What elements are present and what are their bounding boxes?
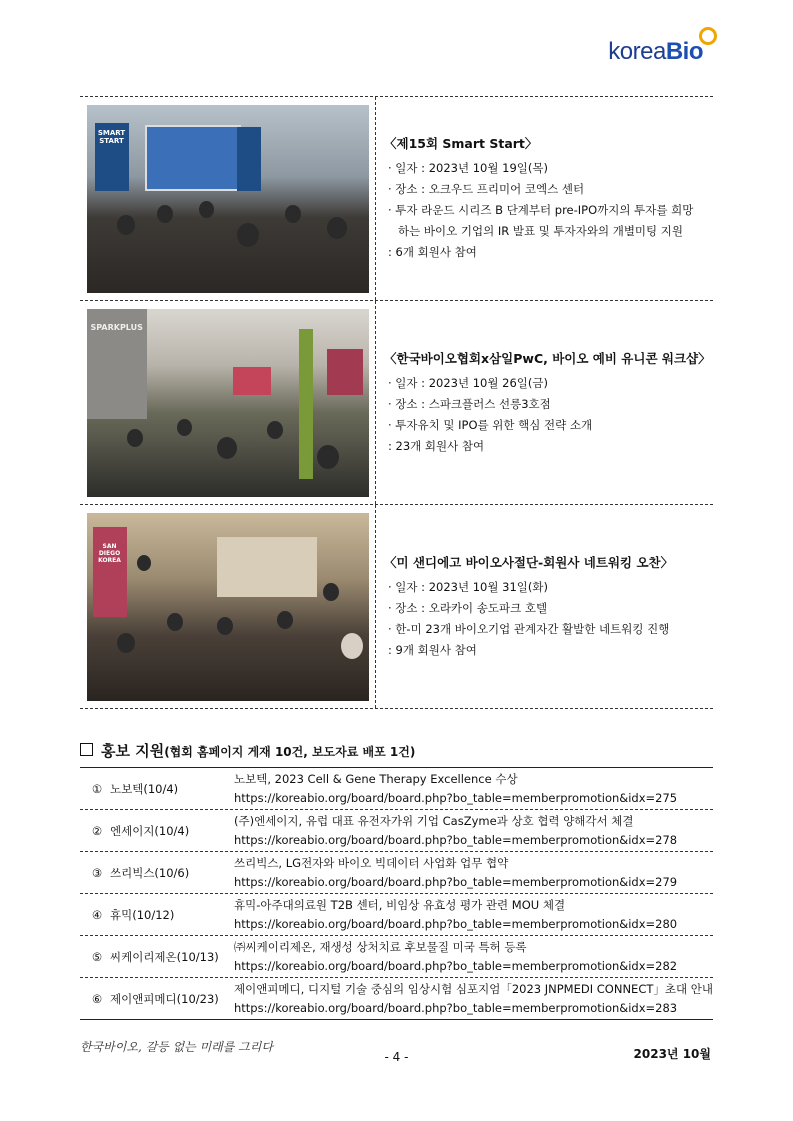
event-venue: · 장소 : 오라카이 송도파크 호텔: [388, 600, 548, 615]
promo-url-link[interactable]: https://koreabio.org/board/board.php?bo_table=memberpromotion&idx=278: [234, 832, 678, 847]
company-name: 쓰리빅스(10/6): [110, 865, 190, 880]
event-desc: · 한-미 23개 바이오기업 관계자간 활발한 네트워킹 진행: [388, 621, 670, 636]
event-row: [80, 301, 713, 505]
event-photo-smart-start: [87, 105, 369, 293]
company-name: 씨케이리제온(10/13): [110, 949, 219, 964]
row-number: ①: [91, 781, 103, 796]
event-participants: : 6개 회원사 참여: [388, 245, 477, 259]
promo-url-link[interactable]: https://koreabio.org/board/board.php?bo_table=memberpromotion&idx=279: [234, 874, 678, 889]
promo-company-cell: [80, 768, 234, 809]
photo-cell: [80, 301, 376, 504]
page-number: - 4 -: [384, 1050, 409, 1064]
event-desc-cont: 하는 바이오 기업의 IR 발표 및 투자자와의 개별미팅 지원: [398, 224, 684, 238]
row-number: ⑤: [91, 949, 103, 964]
promo-content-cell: [234, 978, 713, 1019]
promo-content-cell: [234, 768, 713, 809]
promo-table: [80, 767, 713, 1020]
promo-company-cell: [80, 894, 234, 935]
banner-text: SMART START: [95, 123, 129, 191]
event-desc: · 투자 라운드 시리즈 B 단계부터 pre-IPO까지의 투자를 희망: [388, 203, 694, 217]
event-participants: : 9개 회원사 참여: [388, 642, 477, 657]
event-details: [376, 97, 713, 300]
event-date: · 일자 : 2023년 10월 26일(금): [388, 375, 548, 390]
sign-text: SPARKPLUS: [87, 309, 147, 419]
table-row: [80, 768, 713, 810]
event-details: [376, 505, 713, 708]
event-date: · 일자 : 2023년 10월 31일(화): [388, 579, 548, 594]
photo-cell: [80, 97, 376, 300]
promo-desc: ㈜씨케이리제온, 재생성 상처치료 후보물질 미국 특허 등록: [234, 939, 527, 954]
company-name: 휴믹(10/12): [110, 907, 175, 922]
table-row: [80, 894, 713, 936]
promo-url-link[interactable]: https://koreabio.org/board/board.php?bo_table=memberpromotion&idx=275: [234, 790, 678, 805]
event-row: [80, 97, 713, 301]
table-row: [80, 936, 713, 978]
row-number: ②: [91, 823, 103, 838]
event-row: [80, 505, 713, 709]
promo-desc: (주)엔세이지, 유럽 대표 유전자가위 기업 CasZyme과 상호 협력 양해각서 체결: [234, 813, 634, 828]
event-photo-workshop: [87, 309, 369, 497]
row-number: ③: [91, 865, 103, 880]
event-table: [80, 96, 713, 709]
event-title: 〈한국바이오협회x삼일PwC, 바이오 예비 유니콘 워크샵〉: [384, 350, 711, 366]
banner-text: SAN DIEGO KOREA: [93, 527, 127, 617]
event-desc: · 투자유치 및 IPO를 위한 핵심 전략 소개: [388, 417, 593, 432]
event-title: 〈미 샌디에고 바이오사절단-회원사 네트워킹 오찬〉: [384, 554, 674, 570]
table-row: [80, 852, 713, 894]
promo-url-link[interactable]: https://koreabio.org/board/board.php?bo_table=memberpromotion&idx=280: [234, 916, 678, 931]
company-name: 엔세이지(10/4): [110, 823, 190, 838]
promo-content-cell: [234, 894, 713, 935]
event-photo-networking: [87, 513, 369, 701]
promo-content-cell: [234, 810, 713, 851]
company-name: 노보텍(10/4): [110, 781, 179, 796]
section-title: 홍보 지원: [101, 742, 165, 760]
footer-signature: 한국바이오, 갈등 없는 미래를 그리다: [80, 1040, 273, 1054]
promo-url-link[interactable]: https://koreabio.org/board/board.php?bo_table=memberpromotion&idx=283: [234, 1000, 678, 1015]
event-venue: · 장소 : 오크우드 프리미어 코엑스 센터: [388, 182, 585, 196]
company-name: 제이앤피메디(10/23): [110, 991, 219, 1006]
event-title: 〈제15회 Smart Start〉: [384, 136, 538, 151]
photo-cell: [80, 505, 376, 708]
event-participants: : 23개 회원사 참여: [388, 438, 485, 453]
event-details: [376, 301, 713, 504]
table-row: [80, 810, 713, 852]
row-number: ⑥: [91, 991, 103, 1006]
section-heading: [80, 740, 415, 761]
event-date: · 일자 : 2023년 10월 19일(목): [388, 161, 548, 175]
promo-url-link[interactable]: https://koreabio.org/board/board.php?bo_table=memberpromotion&idx=282: [234, 958, 678, 973]
checkbox-square-icon: [80, 743, 93, 756]
promo-desc: 노보텍, 2023 Cell & Gene Therapy Excellence 수상: [234, 771, 518, 786]
footer-date: 2023년 10월: [633, 1047, 711, 1061]
promo-company-cell: [80, 810, 234, 851]
promo-desc: 제이앤피메디, 디지털 기술 중심의 임상시험 심포지엄「2023 JNPMEDI CONNECT」초대 안내: [234, 981, 713, 996]
promo-company-cell: [80, 936, 234, 977]
koreabio-logo: koreaBio: [608, 38, 721, 66]
promo-company-cell: [80, 852, 234, 893]
logo-ring-icon: [699, 27, 717, 45]
row-number: ④: [91, 907, 103, 922]
promo-desc: 휴믹-아주대의료원 T2B 센터, 비임상 유효성 평가 관련 MOU 체결: [234, 897, 566, 912]
event-venue: · 장소 : 스파크플러스 선릉3호점: [388, 396, 551, 411]
promo-company-cell: [80, 978, 234, 1019]
promo-content-cell: [234, 852, 713, 893]
promo-desc: 쓰리빅스, LG전자와 바이오 빅데이터 사업화 업무 협약: [234, 855, 509, 870]
table-row: [80, 978, 713, 1020]
section-subtitle: (협회 홈페이지 게재 10건, 보도자료 배포 1건): [164, 745, 416, 759]
promo-content-cell: [234, 936, 713, 977]
